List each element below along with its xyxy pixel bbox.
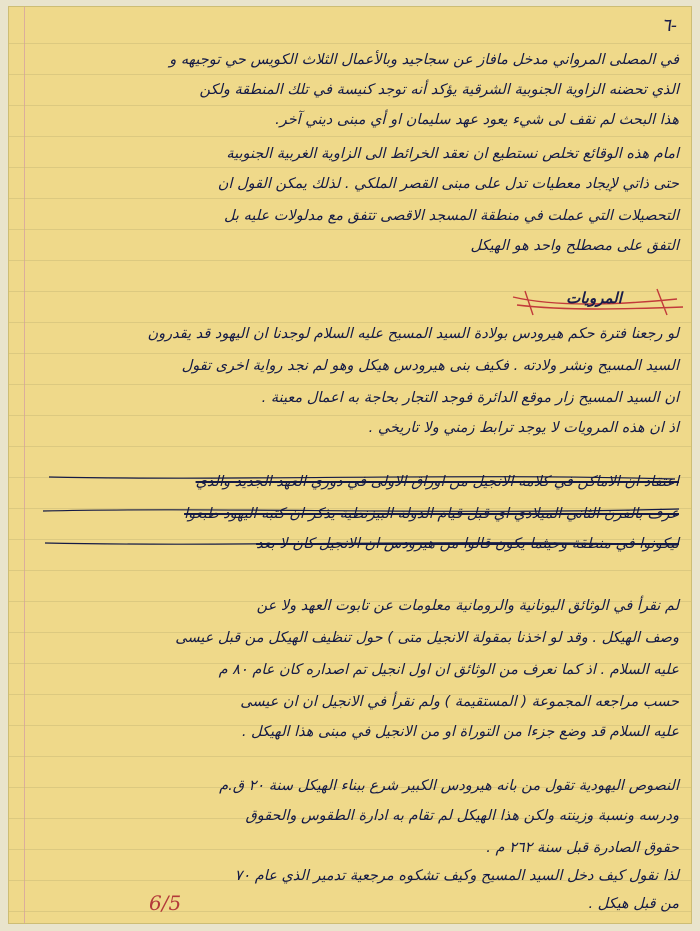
ruled-line [9,198,691,199]
text-line: اذ ان هذه المرويات لا يوجد ترابط زمني ولا تاريخي . [368,420,679,436]
section-heading: المرويات [566,289,622,307]
manuscript-page [8,6,692,924]
text-line: الذي تحضنه الزاوية الجنوبية الشرقية يؤكد أنه توجد كنيسة في تلك المنطقة ولكن [199,82,679,98]
ruled-line [9,353,691,354]
text-line: حسب مراجعه المجموعة ( المستقيمة ) ولم نقرأ في الانجيل ان ان عيسى [240,694,679,710]
text-line: لم نقرأ في الوثائق اليونانية والرومانية معلومات عن تابوت العهد ولا عن [256,598,679,614]
page-number: ٦- [661,15,677,36]
text-line: في المصلى المرواني مدخل مافاز عن سجاجيد وبالأعمال الثلاث الكويس حي توجيهه و [169,52,679,68]
ruled-line [9,136,691,137]
text-line: لو رجعنا فترة حكم هيرودس بولادة السيد المسيح عليه السلام لوجدنا ان اليهود قد يقدرون [147,326,679,342]
text-line: عليه السلام قد وضع جزءا من التوراة او من الانجيل في مبنى هذا الهيكل . [241,724,679,740]
text-line: من قبل هيكل . [588,896,679,912]
struck-line: اعتقاد ان الاماكن في كلامه الانجيل من اوراق الاولى في دوري العهد الجديد والذي [195,474,679,490]
ruled-line [9,105,691,106]
text-line: امام هذه الوقائع تخلص نستطيع ان نعقد الخرائط الى الزاوية الغربية الجنوبية [226,146,679,162]
folio-number: 6/5 [149,891,182,915]
text-line: هذا البحث لم نقف لى شيء يعود عهد سليمان او أي مبنى ديني آخر. [275,112,679,128]
text-line: التفق على مصطلح واحد هو الهيكل [470,238,679,254]
text-line: النصوص اليهودية تقول من بانه هيرودس الكبير شرع ببناء الهيكل سنة ٢٠ ق.م [219,778,679,794]
ruled-line [9,43,691,44]
text-line: حقوق الصادرة قبل سنة ٢٦٢ م . [486,840,679,856]
ruled-line [9,260,691,261]
text-line: عليه السلام . اذ كما نعرف من الوثائق ان اول انجيل تم اصداره كان عام ٨٠ م [218,662,679,678]
ruled-line [9,570,691,571]
ruled-line [9,322,691,323]
text-line: السيد المسيح ونشر ولادته . فكيف بنى هيرودس هيكل وهو لم نجد رواية اخرى تقول [181,358,679,374]
ruled-line [9,415,691,416]
ruled-line [9,229,691,230]
strike-scribbles [39,467,683,569]
ruled-line [9,384,691,385]
struck-line: ليكونوا في منطقة وحيثما يكون قالوا من هيرودس ان الانجيل كان لا بعد [256,536,679,552]
ruled-line [9,446,691,447]
ruled-line [9,167,691,168]
text-line: التحصيلات التي عملت في منطقة المسجد الاقصى تتفق مع مدلولات عليه بل [223,208,679,224]
text-line: وصف الهيكل . وقد لو اخذنا بمقولة الانجيل متى ) حول تنظيف الهيكل من قبل عيسى [175,630,679,646]
text-line: ودرسه ونسبة وزينته ولكن هذا الهيكل لم تقام به ادارة الطقوس والحقوق [245,808,679,824]
struck-line: عرف بالقرن الثاني الميلادي اي قبل قيام الدولة البيزنطية يذكر ان كتبه اليهود طبعوا [184,506,679,522]
text-line: لذا نقول كيف دخل السيد المسيح وكيف تشكوه مرجعية تدمير الذي عام ٧٠ [234,868,679,884]
ruled-line [9,74,691,75]
ruled-line [9,756,691,757]
text-line: حتى ذاتي لإيجاد معطيات تدل على مبنى القصر الملكي . لذلك يمكن القول ان [217,176,679,192]
margin-rule [24,7,25,923]
text-line: ان السيد المسيح زار موقع الدائرة فوجد التجار بحاجة به اعمال معينة . [261,390,679,406]
